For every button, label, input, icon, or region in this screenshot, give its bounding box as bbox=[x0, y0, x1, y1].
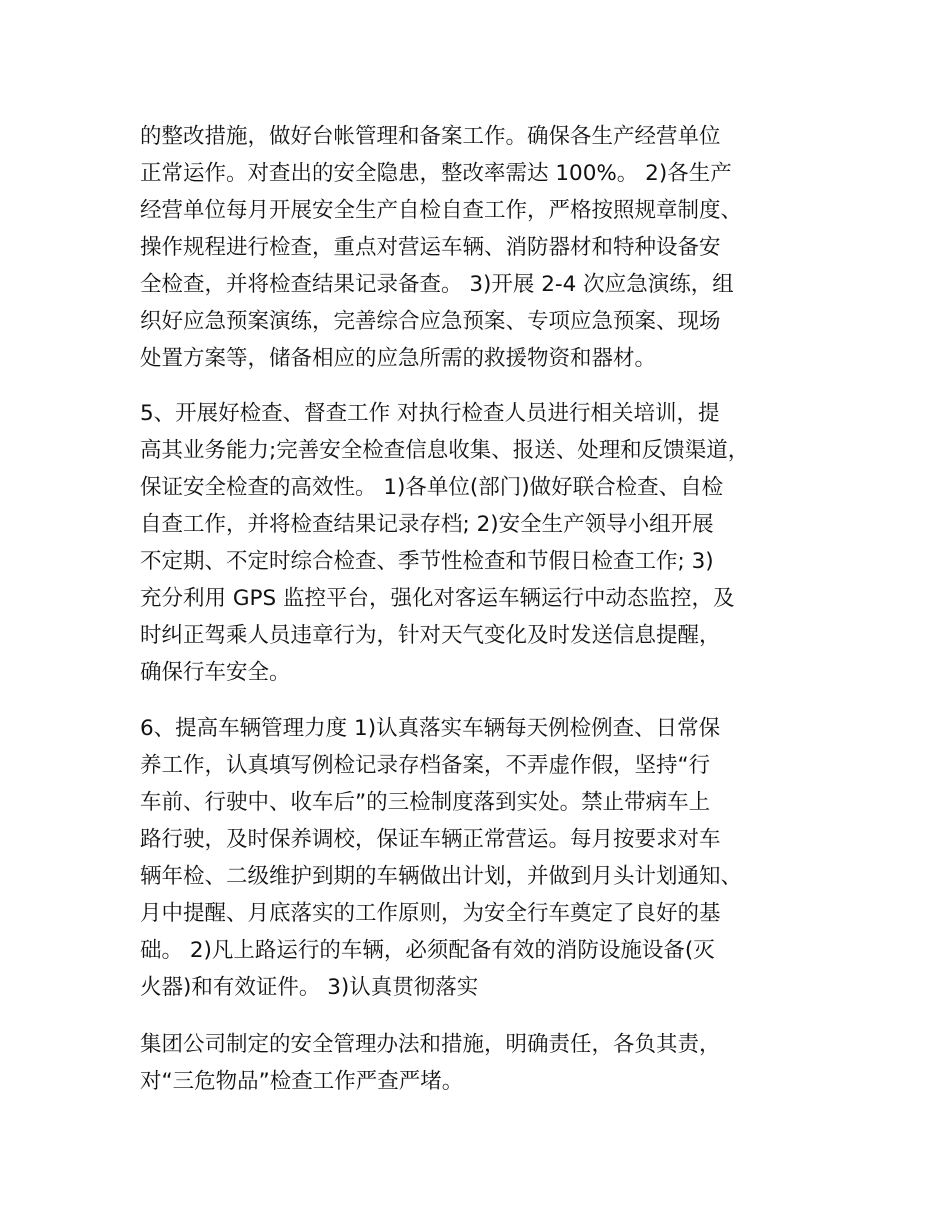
text-line: 础。 2)凡上路运行的车辆，必须配备有效的消防设施设备(灭 bbox=[140, 938, 715, 963]
text-line: 高其业务能力;完善安全检查信息收集、报送、处理和反馈渠道， bbox=[140, 438, 750, 463]
text-line: 5、开展好检查、督查工作 对执行检查人员进行相关培训，提 bbox=[140, 401, 720, 426]
paragraph-vehicle-management bbox=[140, 710, 840, 1006]
paragraph-inspection-supervision bbox=[140, 395, 840, 691]
text-line: 辆年检、二级维护到期的车辆做出计划，并做到月头计划通知、 bbox=[140, 864, 743, 889]
text-line: 经营单位每月开展安全生产自检自查工作，严格按照规章制度、 bbox=[140, 198, 743, 223]
text-line: 处置方案等，储备相应的应急所需的救援物资和器材。 bbox=[140, 346, 657, 371]
text-line: 路行驶，及时保养调校，保证车辆正常营运。每月按要求对车 bbox=[140, 827, 721, 852]
text-line: 充分利用 GPS 监控平台，强化对客运车辆运行中动态监控，及 bbox=[140, 586, 735, 611]
text-line: 确保行车安全。 bbox=[140, 660, 291, 685]
text-line: 集团公司制定的安全管理办法和措施，明确责任，各负其责， bbox=[140, 1032, 721, 1057]
text-line: 不定期、不定时综合检查、季节性检查和节假日检查工作; 3) bbox=[140, 549, 714, 574]
text-line: 对“三危物品”检查工作严查严堵。 bbox=[140, 1069, 464, 1094]
text-line: 织好应急预案演练，完善综合应急预案、专项应急预案、现场 bbox=[140, 309, 721, 334]
text-line: 全检查，并将检查结果记录备查。 3)开展 2-4 次应急演练，组 bbox=[140, 272, 734, 297]
text-line: 正常运作。对查出的安全隐患，整改率需达 100%。 2)各生产 bbox=[140, 161, 732, 186]
paragraph-group-safety-measures bbox=[140, 1026, 840, 1100]
text-line: 自查工作，并将检查结果记录存档; 2)安全生产领导小组开展 bbox=[140, 512, 714, 537]
text-line: 的整改措施，做好台帐管理和备案工作。确保各生产经营单位 bbox=[140, 124, 721, 149]
text-line: 车前、行驶中、收车后”的三检制度落到实处。禁止带病车上 bbox=[140, 790, 711, 815]
text-line: 火器)和有效证件。 3)认真贯彻落实 bbox=[140, 975, 479, 1000]
text-line: 养工作，认真填写例检记录存档备案，不弄虚作假，坚持“行 bbox=[140, 753, 711, 778]
text-line: 保证安全检查的高效性。 1)各单位(部门)做好联合检查、自检 bbox=[140, 475, 724, 500]
text-line: 时纠正驾乘人员违章行为，针对天气变化及时发送信息提醒， bbox=[140, 623, 721, 648]
text-line: 月中提醒、月底落实的工作原则，为安全行车奠定了良好的基 bbox=[140, 901, 721, 926]
paragraph-rectification-measures bbox=[140, 118, 840, 377]
text-line: 操作规程进行检查，重点对营运车辆、消防器材和特种设备安 bbox=[140, 235, 721, 260]
text-line: 6、提高车辆管理力度 1)认真落实车辆每天例检例查、日常保 bbox=[140, 716, 721, 741]
